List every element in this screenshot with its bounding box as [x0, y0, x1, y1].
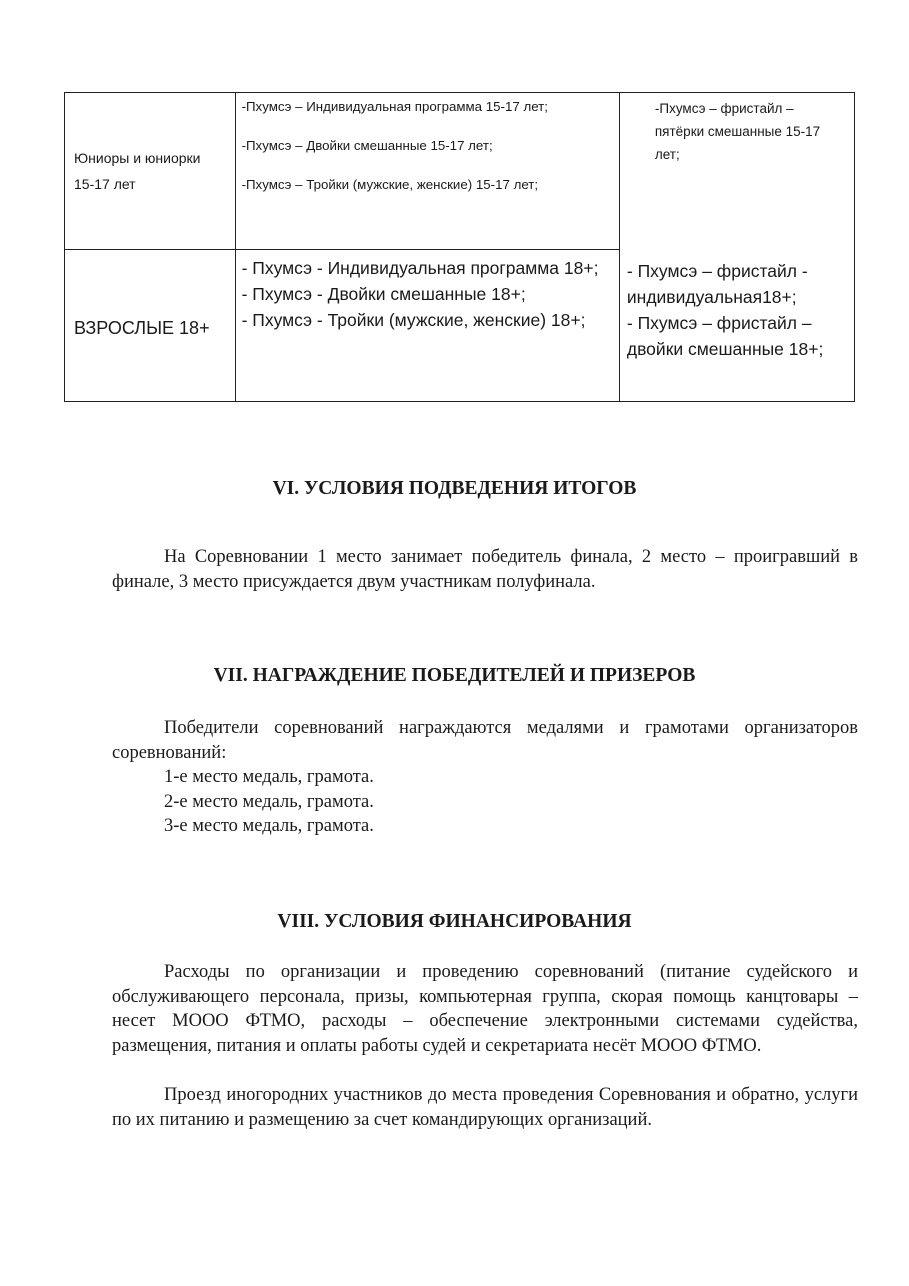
freestyle-cell	[619, 93, 854, 250]
freestyle-cell	[619, 250, 854, 402]
place-line: 1-е место медаль, грамота.	[164, 767, 374, 787]
program-item: - Пхумсэ - Двойки смешанные 18+;	[241, 284, 526, 304]
section-6-text: На Соревновании 1 место занимает победитель финала, 2 место – проигравший в финале, 3 место присуждается двум участникам полуфинала.	[112, 547, 858, 592]
section-8-paragraph: Расходы по организации и проведению соревнований (питание судейского и обслуживающего персонала, призы, компьютерная группа, скорая помощь канцтовары – несет МООО ФТМО, расходы – обеспечение электронными системами судейства, размещения, питания и оплаты работы судей и секретариата несёт МООО ФТМО.	[112, 962, 858, 1056]
category-label: Юниоры и юниорки 15-17 лет	[74, 150, 201, 192]
categories-table	[64, 92, 855, 402]
category-label: ВЗРОСЛЫЕ 18+	[74, 318, 210, 338]
freestyle-item: - Пхумсэ – фристайл - индивидуальная18+;	[626, 260, 808, 307]
programs-cell	[235, 250, 619, 402]
section-6-heading: VI. УСЛОВИЯ ПОДВЕДЕНИЯ ИТОГОВ	[272, 478, 637, 499]
program-item: - Пхумсэ - Тройки (мужские, женские) 18+;	[241, 310, 586, 330]
section-8-paragraph: Проезд иногородних участников до места проведения Соревнования и обратно, услуги по их питанию и размещению за счет командирующих организаций.	[112, 1085, 858, 1130]
category-cell	[65, 93, 236, 250]
section-7-heading: VII. НАГРАЖДЕНИЕ ПОБЕДИТЕЛЕЙ И ПРИЗЕРОВ	[213, 665, 696, 686]
section-7-text: Победители соревнований награждаются медалями и грамотами организаторов соревнований:	[112, 718, 858, 763]
program-item: - Пхумсэ - Индивидуальная программа 18+;	[241, 258, 599, 278]
category-cell	[65, 250, 236, 402]
table-row	[65, 250, 855, 402]
section-8-heading: VIII. УСЛОВИЯ ФИНАНСИРОВАНИЯ	[277, 911, 632, 932]
freestyle-item: -Пхумсэ – фристайл – пятёрки смешанные 15-17 лет;	[654, 101, 821, 162]
place-line: 3-е место медаль, грамота.	[164, 816, 374, 836]
programs-cell	[235, 93, 619, 250]
table-row	[65, 93, 855, 250]
program-item: -Пхумсэ – Индивидуальная программа 15-17 лет;	[241, 99, 548, 114]
place-line: 2-е место медаль, грамота.	[164, 792, 374, 812]
freestyle-item: - Пхумсэ – фристайл – двойки смешанные 18+;	[626, 312, 824, 359]
program-item: -Пхумсэ – Тройки (мужские, женские) 15-17 лет;	[241, 177, 539, 192]
program-item: -Пхумсэ – Двойки смешанные 15-17 лет;	[241, 138, 493, 153]
